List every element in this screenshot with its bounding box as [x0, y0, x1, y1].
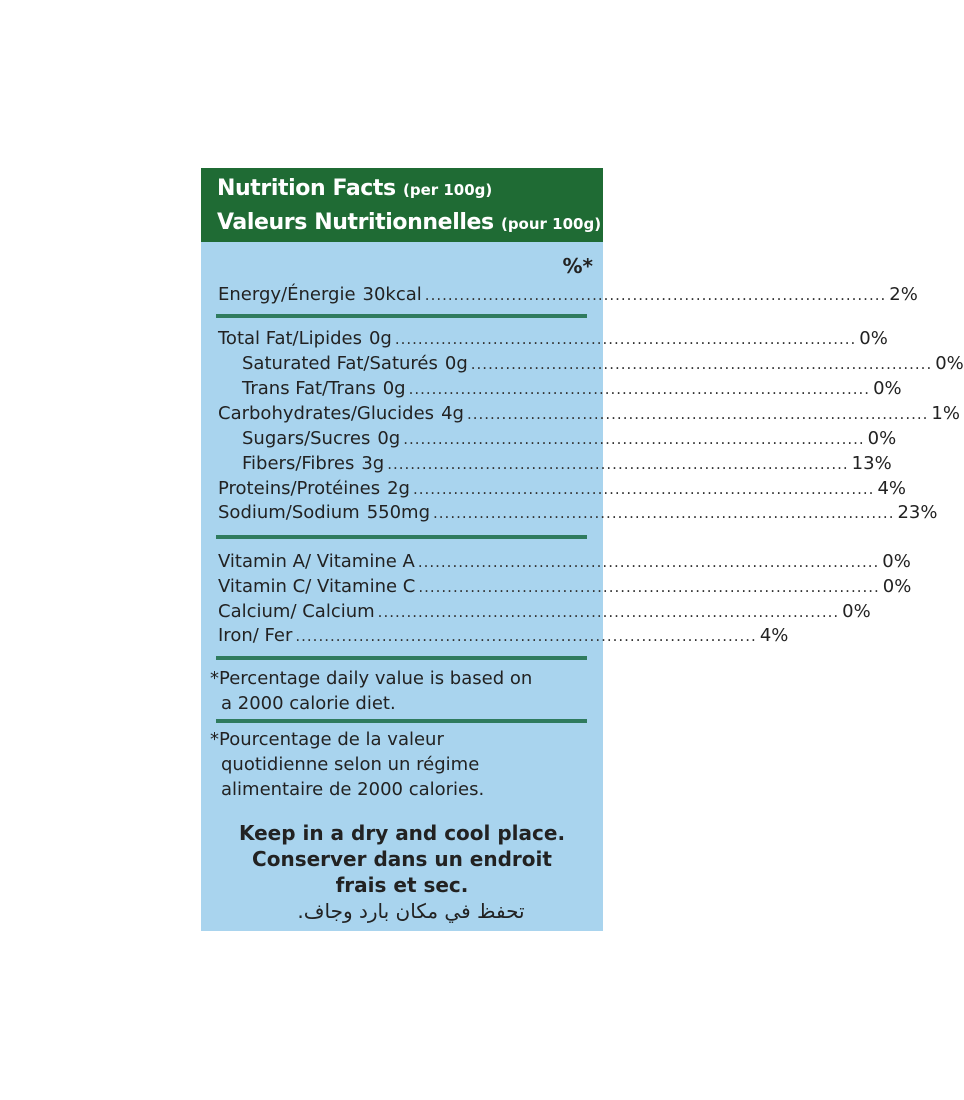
divider-rule [216, 719, 587, 723]
nutrient-name: Sodium/Sodium [218, 502, 360, 523]
energy-row [218, 284, 918, 308]
vitamin-daily-value: 0% [882, 576, 912, 597]
nutrient-daily-value: 0% [873, 378, 902, 399]
nutrient-daily-value: 23% [897, 502, 938, 523]
dot-leader: ................................................................................ [377, 603, 840, 621]
vitamin-name: Vitamin C/ Vitamine C [218, 576, 416, 597]
vitamin-daily-value: 0% [882, 551, 911, 572]
header-title-french: Valeurs Nutritionnelles [217, 210, 494, 235]
nutrient-daily-value: 0% [859, 328, 888, 349]
nutrient-amount: 550mg [366, 502, 431, 523]
vitamin-name: Vitamin A/ Vitamine A [218, 551, 415, 572]
dot-leader: ................................................................................ [466, 405, 929, 423]
vitamin-row [218, 576, 912, 600]
nutrient-row [218, 403, 960, 427]
dot-leader: ................................................................................ [424, 286, 887, 304]
storage-french-line: Conserver dans un endroit [252, 847, 552, 871]
nutrient-name: Energy/Énergie [218, 284, 356, 305]
header-sub-english: (per 100g) [402, 181, 493, 199]
storage-instructions [201, 820, 603, 898]
nutrient-row [242, 353, 964, 377]
footnote-english-line: a 2000 calorie diet. [221, 693, 396, 714]
nutrient-row [242, 378, 902, 402]
footnote-french [210, 727, 595, 802]
divider-rule [216, 314, 587, 318]
nutrient-amount: 0g [368, 328, 392, 349]
dot-leader: ................................................................................ [403, 430, 865, 448]
nutrient-amount: 2g [387, 478, 410, 499]
divider-rule [216, 535, 587, 539]
nutrient-amount: 0g [377, 428, 401, 449]
nutrient-name: Sugars/Sucres [242, 428, 371, 449]
divider-rule [216, 656, 587, 660]
nutrient-daily-value: 13% [851, 453, 892, 474]
storage-french-line: frais et sec. [335, 873, 469, 897]
nutrient-row [218, 328, 888, 352]
label-header [201, 168, 603, 242]
nutrient-amount: 4g [441, 403, 464, 424]
nutrient-row [242, 453, 892, 477]
footnote-french-line: *Pourcentage de la valeur [210, 729, 444, 750]
vitamin-row [218, 551, 911, 575]
nutrient-daily-value: 0% [935, 353, 964, 374]
nutrient-row [242, 428, 897, 452]
nutrient-daily-value: 4% [877, 478, 906, 499]
dot-leader: ................................................................................ [387, 455, 849, 473]
dot-leader: ................................................................................ [295, 627, 757, 645]
dot-leader: ................................................................................ [394, 330, 857, 348]
percent-column-header: %* [562, 254, 593, 278]
storage-arabic: تحفظ في مكان بارد وجاف. [297, 899, 525, 923]
nutrient-amount: 3g [361, 453, 385, 474]
vitamin-row [218, 625, 789, 649]
footnote-french-line: quotidienne selon un régime [221, 754, 480, 775]
nutrient-name: Fibers/Fibres [242, 453, 355, 474]
header-sub-french: (pour 100g) [500, 215, 602, 233]
dot-leader: ................................................................................ [418, 578, 880, 596]
header-line-french [217, 210, 601, 235]
nutrition-label [201, 168, 964, 931]
vitamin-daily-value: 4% [759, 625, 789, 646]
vitamin-row [218, 601, 871, 625]
dot-leader: ................................................................................ [408, 380, 871, 398]
header-title-english: Nutrition Facts [217, 176, 396, 201]
nutrient-row [218, 478, 906, 502]
dot-leader: ................................................................................ [412, 480, 875, 498]
nutrient-daily-value: 2% [889, 284, 918, 305]
nutrient-amount: 0g [382, 378, 406, 399]
vitamin-name: Iron/ Fer [218, 625, 293, 646]
footnote-english-line: *Percentage daily value is based on [210, 668, 533, 689]
footnote-english [210, 666, 595, 716]
vitamin-name: Calcium/ Calcium [218, 601, 375, 622]
header-line-english [217, 176, 492, 201]
vitamin-daily-value: 0% [842, 601, 871, 622]
nutrient-name: Total Fat/Lipides [218, 328, 362, 349]
dot-leader: ................................................................................ [470, 355, 933, 373]
dot-leader: ................................................................................ [433, 504, 895, 522]
nutrient-name: Carbohydrates/Glucides [218, 403, 435, 424]
footnote-french-line: alimentaire de 2000 calories. [221, 779, 485, 800]
nutrient-daily-value: 1% [931, 403, 960, 424]
nutrient-daily-value: 0% [867, 428, 897, 449]
nutrient-name: Saturated Fat/Saturés [242, 353, 438, 374]
nutrient-name: Trans Fat/Trans [242, 378, 376, 399]
nutrient-name: Proteins/Protéines [218, 478, 381, 499]
storage-english: Keep in a dry and cool place. [238, 821, 566, 845]
dot-leader: ................................................................................ [417, 553, 880, 571]
nutrient-row [218, 502, 938, 526]
nutrient-amount: 30kcal [362, 284, 422, 305]
nutrient-amount: 0g [444, 353, 468, 374]
